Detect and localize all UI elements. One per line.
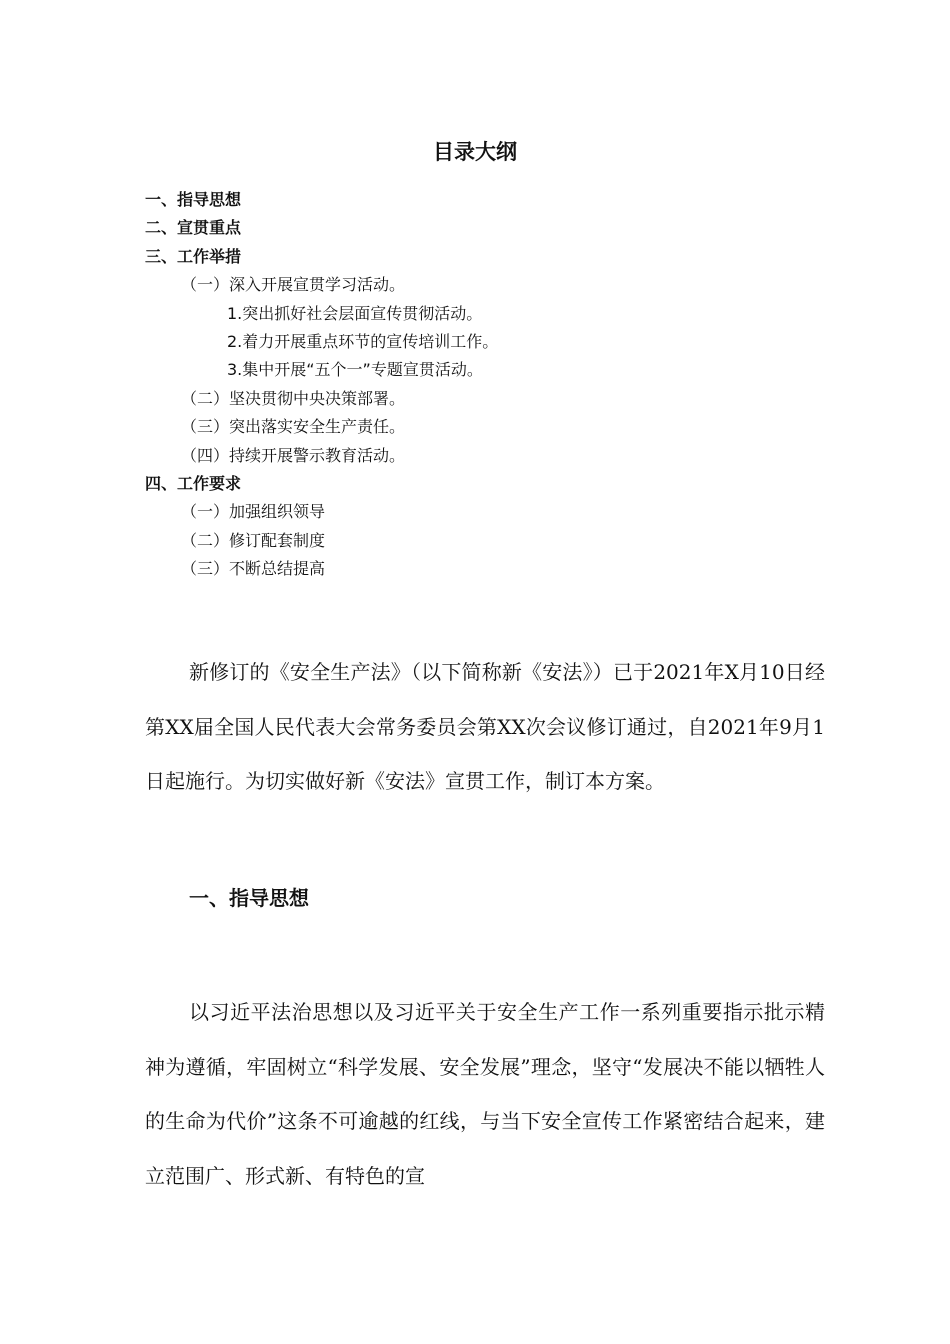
toc-subitem: （三）不断总结提高 [181, 559, 326, 579]
toc-subitem: （二）修订配套制度 [181, 530, 326, 550]
toc-subitem: （三）突出落实安全生产责任。 [181, 417, 406, 437]
section-heading: 一、指导思想 [189, 886, 309, 910]
toc-subitem: （一）深入开展宣贯学习活动。 [181, 275, 406, 295]
toc-title: 目录大纲 [433, 140, 517, 164]
toc-subitem: （四）持续开展警示教育活动。 [181, 445, 406, 465]
toc-subsubitem: 1.突出抓好社会层面宣传贯彻活动。 [227, 303, 483, 323]
toc-subitem: （二）坚决贯彻中央决策部署。 [181, 388, 406, 408]
toc-subsubitem: 3.集中开展“五个一”专题宣贯活动。 [227, 360, 483, 380]
intro-paragraph: 新修订的《安全生产法》（以下简称新《安法》）已于2021年X月10日经第XX届全国人民代表大会常务委员会第XX次会议修订通过，自2021年9月1日起施行。为切实做好新《安法》宣贯工作，制订本方案。 [145, 660, 825, 793]
toc-item: 一、指导思想 [145, 190, 242, 209]
toc-item: 二、宣贯重点 [145, 218, 242, 238]
toc-subsubitem: 2.着力开展重点环节的宣传培训工作。 [227, 331, 499, 351]
toc-subitem: （一）加强组织领导 [181, 502, 326, 522]
body-paragraph: 以习近平法治思想以及习近平关于安全生产工作一系列重要指示批示精神为遵循，牢固树立“科学发展、安全发展”理念，坚守“发展决不能以牺牲人的生命为代价”这条不可逾越的红线，与当下安全宣传工作紧密结合起来，建立范围广、形式新、有特色的宣 [145, 1000, 825, 1188]
toc-item: 三、工作举措 [145, 246, 242, 266]
toc-item: 四、工作要求 [145, 473, 242, 493]
table-of-contents [145, 186, 845, 583]
